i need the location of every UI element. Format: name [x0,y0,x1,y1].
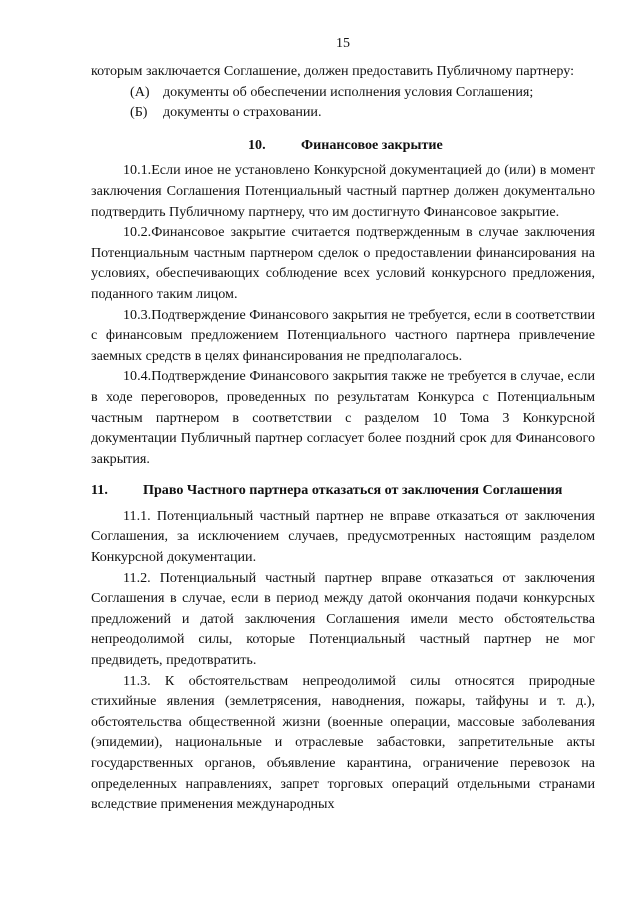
list-marker-b: (Б) [130,104,148,121]
list-text-b: документы о страховании. [163,104,322,121]
section-11-heading [91,480,595,501]
section-11-number: 11. [91,482,108,499]
paragraph-10-4: 10.4.Подтверждение Финансового закрытия также не требуется в случае, если в ходе переговоров, проведенных по результатам Конкурса с Потенциальным частным партнером в соответствии с разделом 10 Тома 3 Конкурсной документации Публичный партнер согласует более поздний срок для Финансового закрытия. [91,368,595,467]
section-10-title: Финансовое закрытие [301,136,443,153]
paragraph-10-3: 10.3.Подтверждение Финансового закрытия не требуется, если в соответствии с финансовым предложением Потенциального частного партнера привлечение заемных средств в целях финансирования не предполагалось. [91,306,595,364]
section-10-heading [91,135,595,156]
paragraph-11-1: 11.1. Потенциальный частный партнер не вправе отказаться от заключения Соглашения, за исключением случаев, предусмотренных настоящим разделом Конкурсной документации. [91,507,595,566]
section-11-title: Право Частного партнера отказаться от заключения Соглашения [143,482,563,499]
section-10-number: 10. [248,136,266,153]
document-body [91,61,595,815]
list-item-b [91,102,595,123]
paragraph-11-3: 11.3. К обстоятельствам непреодолимой силы относятся природные стихийные явления (землетрясения, наводнения, пожары, тайфуны и т. д.), обстоятельства общественной жизни (военные операции, массовые заболевания (эпидемии), национальные и отраслевые забастовки, запретительные акты государственных органов, объявление карантина, ограничение перевозок на определенных направлениях, запрет торговых операций отдельными странами вследствие применения международных [91,672,595,813]
paragraph-10-1: 10.1.Если иное не установлено Конкурсной документацией до (или) в момент заключения Соглашения Потенциальный частный партнер должен документально подтвердить Публичному партнеру, что им достигнуто Финансовое закрытие. [91,162,595,220]
list-marker-a: (А) [130,83,150,100]
page-number: 15 [336,36,350,51]
list-text-a: документы об обеспечении исполнения условия Соглашения; [163,83,534,100]
paragraph-11-2: 11.2. Потенциальный частный партнер вправе отказаться от заключения Соглашения в случае, если в период между датой окончания подачи конкурсных предложений и датой заключения Соглашения имели место обстоятельства непреодолимой силы, которые Потенциальный частный партнер не мог предвидеть, предотвратить. [91,569,595,669]
list-item-a [91,82,595,103]
intro-paragraph: которым заключается Соглашение, должен предоставить Публичному партнеру: [91,63,575,79]
paragraph-10-2: 10.2.Финансовое закрытие считается подтвержденным в случае заключения Потенциальным частным партнером сделок о предоставлении финансирования на условиях, обеспечивающих соблюдение всех условий конкурсного предложения, поданного таким лицом. [91,224,595,302]
